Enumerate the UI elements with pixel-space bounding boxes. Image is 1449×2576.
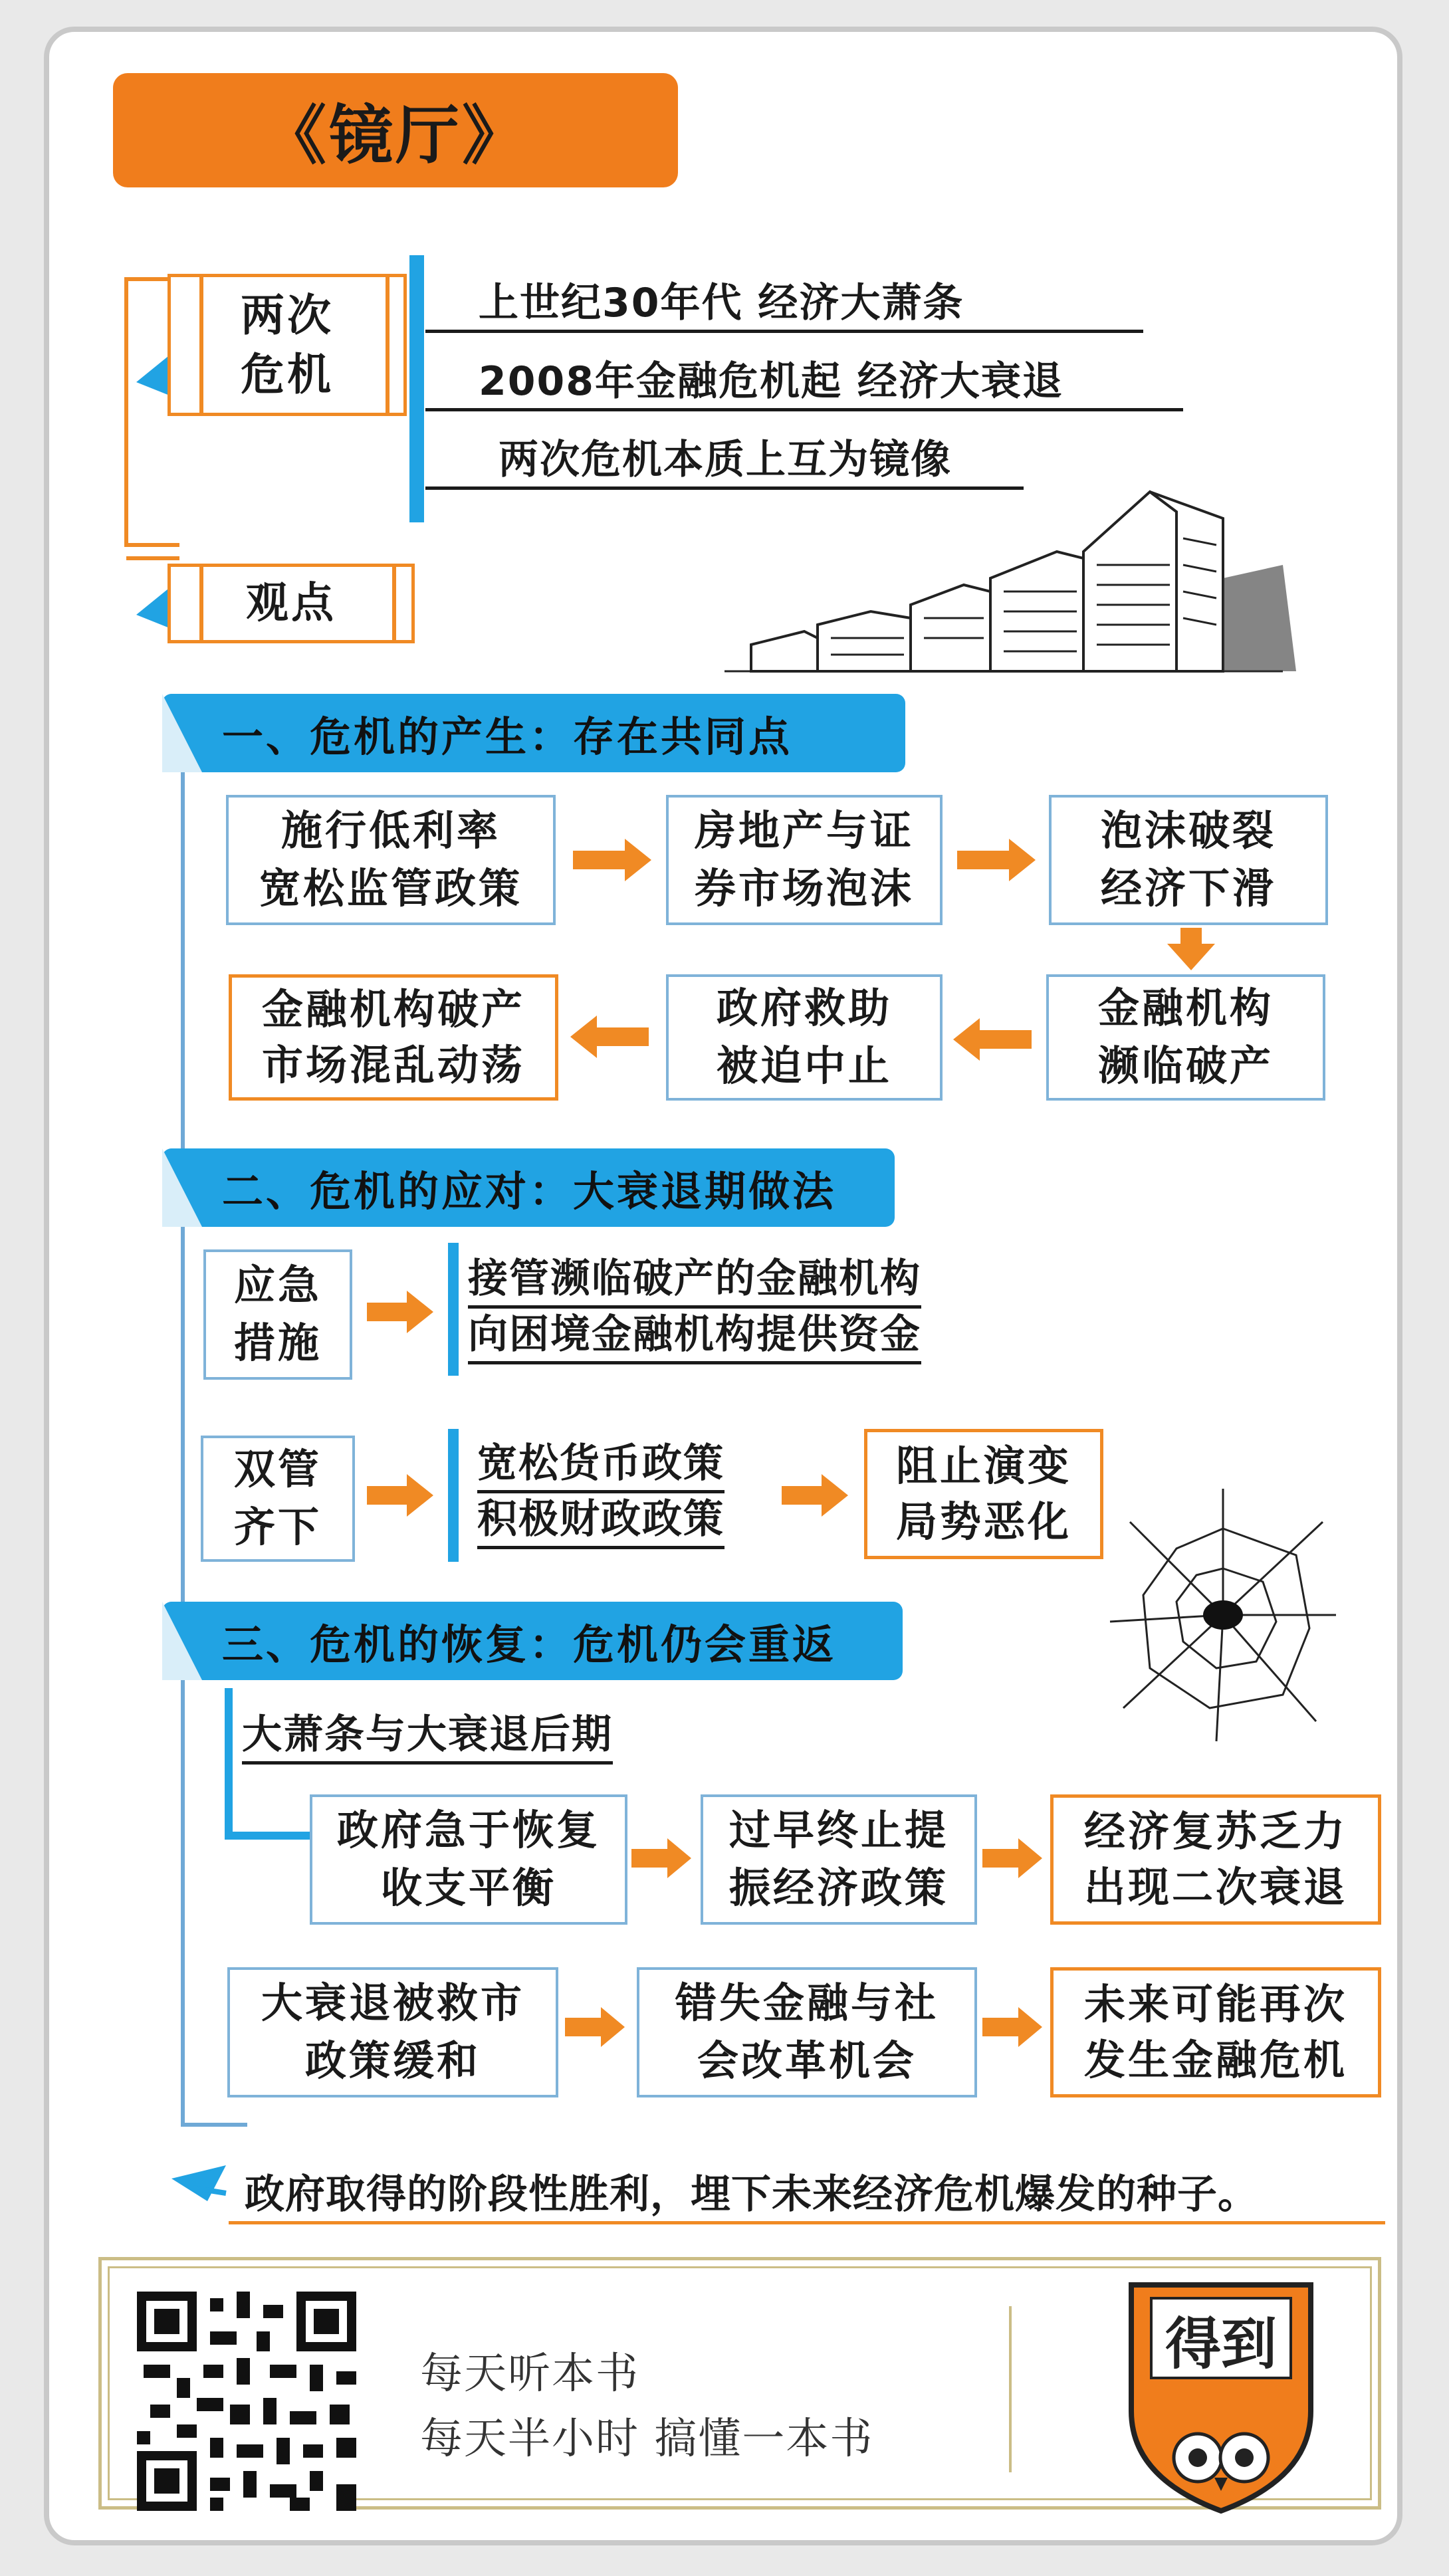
- qr-code[interactable]: [137, 2292, 356, 2511]
- arrow-right-icon: [631, 1838, 691, 1878]
- flow-box: 过早终止提 振经济政策: [701, 1794, 977, 1925]
- flow-box: 房地产与证 券市场泡沫: [666, 795, 943, 925]
- footer-divider: [1009, 2306, 1012, 2472]
- flow-box: 施行低利率 宽松监管政策: [226, 795, 556, 925]
- dual-line-2: 积极财政政策: [477, 1495, 724, 1549]
- arrow-right-icon: [982, 1838, 1042, 1878]
- section3-header: 三、危机的恢复：危机仍会重返: [162, 1602, 903, 1680]
- measure-box-emergency: 应急 措施: [203, 1249, 352, 1380]
- arrow-right-icon: [982, 2007, 1042, 2047]
- arrow-right-icon: [782, 1474, 848, 1517]
- emergency-line-1: 接管濒临破产的金融机构: [468, 1255, 921, 1309]
- dual-result-box: 阻止演变 局势恶化: [864, 1429, 1103, 1559]
- arrow-pointer-icon: [171, 2165, 226, 2201]
- topic-box-two-crises: 两次 危机: [167, 274, 407, 416]
- conclusion-underline: [229, 2221, 1385, 2224]
- intro-line-2: 2008年金融危机起 经济大衰退: [425, 358, 1183, 411]
- topic-box-viewpoint: 观点: [167, 564, 415, 643]
- section2-header: 二、危机的应对：大衰退期做法: [162, 1148, 895, 1227]
- flow-box: 金融机构 濒临破产: [1046, 974, 1325, 1101]
- flow-box: 金融机构破产 市场混乱动荡: [229, 974, 558, 1101]
- arrow-down-icon: [1167, 928, 1215, 970]
- flow-box: 政府救助 被迫中止: [666, 974, 943, 1101]
- intro-line-3: 两次危机本质上互为镜像: [425, 436, 1024, 490]
- arrow-left-icon: [570, 1016, 649, 1058]
- conclusion-text: 政府取得的阶段性胜利，埋下未来经济危机爆发的种子。: [245, 2171, 1258, 2218]
- arrow-right-icon: [573, 839, 651, 881]
- flow-box: 经济复苏乏力 出现二次衰退: [1050, 1794, 1381, 1925]
- arrow-right-icon: [367, 1291, 433, 1333]
- emergency-line-2: 向困境金融机构提供资金: [468, 1311, 921, 1364]
- footer-tagline-2: 每天半小时 搞懂一本书: [420, 2415, 874, 2464]
- arrow-right-icon: [565, 2007, 625, 2047]
- arrow-right-icon: [367, 1474, 433, 1517]
- arrow-left-icon: [953, 1018, 1032, 1061]
- logo-text: 得到: [1165, 2310, 1277, 2377]
- flow-box: 政府急于恢复 收支平衡: [310, 1794, 627, 1925]
- flow-box: 未来可能再次 发生金融危机: [1050, 1967, 1381, 2097]
- section3-subtitle: 大萧条与大衰退后期: [242, 1711, 613, 1765]
- arrow-right-icon: [957, 839, 1036, 881]
- dual-line-1: 宽松货币政策: [477, 1440, 724, 1493]
- flow-box: 错失金融与社 会改革机会: [637, 1967, 977, 2097]
- page-title: 《镜厅》: [113, 73, 678, 187]
- intro-line-1: 上世纪30年代 经济大萧条: [425, 279, 1143, 333]
- footer-tagline-1: 每天听本书: [420, 2349, 639, 2399]
- flow-box: 大衰退被救市 政策缓和: [227, 1967, 558, 2097]
- measure-box-dual: 双管 齐下: [201, 1436, 355, 1562]
- flow-box: 泡沫破裂 经济下滑: [1049, 795, 1328, 925]
- section1-header: 一、危机的产生：存在共同点: [162, 694, 905, 772]
